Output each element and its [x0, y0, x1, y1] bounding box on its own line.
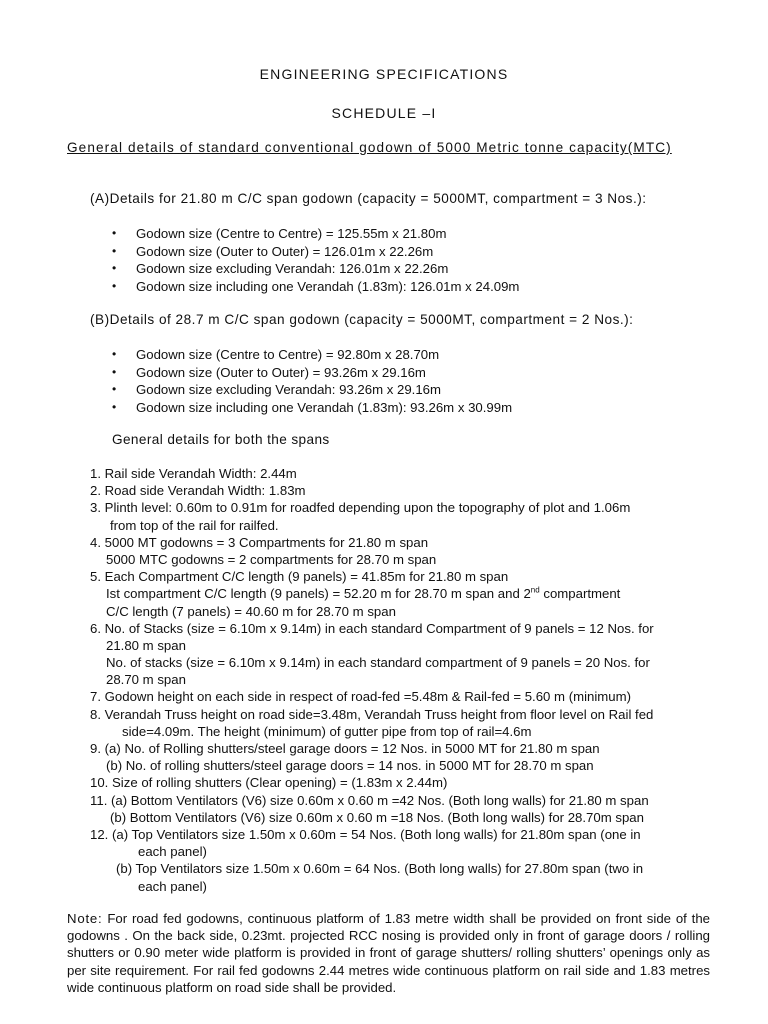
- list-item: 12. (a) Top Ventilators size 1.50m x 0.60m = 54 Nos. (Both long walls) for 21.80m span (one in: [90, 826, 641, 842]
- list-item-continuation: each panel): [138, 878, 207, 894]
- list-item-continuation: 28.70 m span: [106, 672, 186, 688]
- list-item: 9. (a) No. of Rolling shutters/steel garage doors = 12 Nos. in 5000 MT for 21.80 m span: [90, 741, 600, 756]
- list-item-continuation: (b) No. of rolling shutters/steel garage doors = 14 nos. in 5000 MT for 28.70 m span: [106, 758, 594, 774]
- section-b-bullet-list: [112, 346, 512, 416]
- list-item: 8. Verandah Truss height on road side=3.48m, Verandah Truss height from floor level on Rail fed: [90, 706, 654, 722]
- list-item-continuation: [90, 585, 710, 602]
- list-item: 3. Plinth level: 0.60m to 0.91m for roadfed depending upon the topography of plot and 1.06m: [90, 500, 631, 516]
- list-item-continuation: No. of stacks (size = 6.10m x 9.14m) in each standard compartment of 9 panels = 20 Nos. for: [106, 655, 650, 671]
- both-spans-heading: General details for both the spans: [112, 432, 330, 447]
- list-item: 2. Road side Verandah Width: 1.83m: [90, 483, 306, 499]
- section-a-bullet-list: [112, 225, 519, 295]
- compartment-text-end: compartment: [539, 586, 621, 602]
- intro-heading: General details of standard conventional godown of 5000 Metric tonne capacity(MTC): [67, 140, 672, 155]
- list-item: • Godown size excluding Verandah: 93.26m x 29.16m: [112, 381, 512, 399]
- list-item: • Godown size including one Verandah (1.83m): 126.01m x 24.09m: [112, 278, 519, 296]
- list-item-continuation: (b) Bottom Ventilators (V6) size 0.60m x 0.60 m =18 Nos. (Both long walls) for 28.70m span: [110, 809, 644, 825]
- note-paragraph: [67, 910, 710, 996]
- list-item: • Godown size (Outer to Outer) = 126.01m x 22.26m: [112, 243, 519, 261]
- list-item: 10. Size of rolling shutters (Clear opening) = (1.83m x 2.44m): [90, 775, 448, 791]
- list-item: 5. Each Compartment C/C length (9 panels) = 41.85m for 21.80 m span: [90, 569, 509, 585]
- list-item-continuation: 5000 MTC godowns = 2 compartments for 28.70 m span: [106, 551, 437, 567]
- list-item-continuation: each panel): [138, 844, 207, 860]
- ordinal-suffix: nd: [530, 585, 540, 595]
- list-item: • Godown size excluding Verandah: 126.01m x 22.26m: [112, 260, 519, 278]
- list-item: 7. Godown height on each side in respect of road-fed =5.48m & Rail-fed = 5.60 m (minimum): [90, 689, 631, 705]
- document-title: ENGINEERING SPECIFICATIONS: [259, 66, 509, 82]
- note-text: For road fed godowns, continuous platform of 1.83 metre width shall be provided on front side of the godowns . On the back side, 0.23mt. projected RCC nosing is provided only in front of garage doors / rolling shutters or 0.90 meter wide platform is provided in front of garage shutters/ rolling shutters’ openings only as per site requirement. For rail fed godowns 2.44 metres wide continuous platform on rail side and 1.83 metres wide continuous platform on road side shall be provided.: [67, 911, 710, 995]
- compartment-text: Ist compartment C/C length (9 panels) = 52.20 m for 28.70 m span and 2: [106, 586, 531, 602]
- list-item-continuation: (b) Top Ventilators size 1.50m x 0.60m = 64 Nos. (Both long walls) for 27.80m span (two in: [116, 861, 644, 877]
- numbered-details-list: [90, 465, 710, 895]
- section-b-heading: (B)Details of 28.7 m C/C span godown (capacity = 5000MT, compartment = 2 Nos.):: [90, 312, 634, 327]
- list-item-continuation: side=4.09m. The height (minimum) of gutter pipe from top of rail=4.6m: [122, 723, 532, 739]
- note-label: Note:: [67, 911, 103, 926]
- list-item: 1. Rail side Verandah Width: 2.44m: [90, 466, 297, 481]
- list-item: 6. No. of Stacks (size = 6.10m x 9.14m) in each standard Compartment of 9 panels = 12 Nos. for: [90, 620, 654, 636]
- list-item: • Godown size (Centre to Centre) = 92.80m x 28.70m: [112, 346, 512, 364]
- list-item-continuation: 21.80 m span: [106, 637, 186, 653]
- list-item-continuation: C/C length (7 panels) = 40.60 m for 28.70 m span: [106, 603, 396, 619]
- section-a-heading: (A)Details for 21.80 m C/C span godown (capacity = 5000MT, compartment = 3 Nos.):: [90, 191, 647, 206]
- list-item: • Godown size including one Verandah (1.83m): 93.26m x 30.99m: [112, 399, 512, 417]
- list-item: 11. (a) Bottom Ventilators (V6) size 0.60m x 0.60 m =42 Nos. (Both long walls) for 21.80 m span: [90, 792, 649, 808]
- list-item: 4. 5000 MT godowns = 3 Compartments for 21.80 m span: [90, 534, 429, 550]
- list-item: • Godown size (Centre to Centre) = 125.55m x 21.80m: [112, 225, 519, 243]
- schedule-heading: SCHEDULE –I: [331, 105, 437, 121]
- list-item: • Godown size (Outer to Outer) = 93.26m x 29.16m: [112, 364, 512, 382]
- list-item-continuation: from top of the rail for railfed.: [110, 517, 279, 533]
